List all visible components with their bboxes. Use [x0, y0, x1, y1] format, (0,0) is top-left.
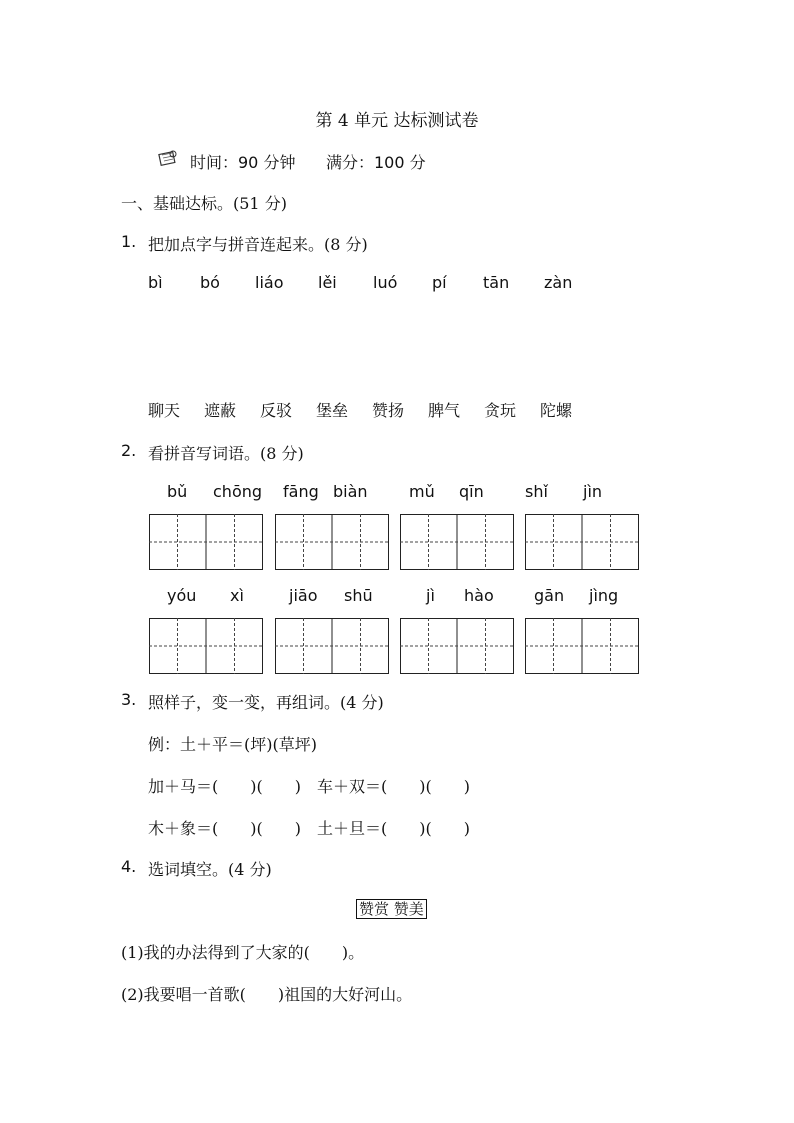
q2-r2-pinyin: shū [344, 586, 373, 605]
q3-line[interactable]: 木＋象＝( )( ) 土＋旦＝( )( ) [148, 819, 470, 838]
time-label: 时间：90 分钟 [190, 153, 296, 172]
writing-grid[interactable] [149, 514, 263, 570]
q1-word-0: 聊天 [148, 401, 181, 420]
q2-r2-pinyin: gān [534, 586, 565, 605]
writing-grid[interactable] [400, 618, 514, 674]
q1-word-1: 遮蔽 [204, 401, 237, 420]
q3-prompt: 照样子，变一变，再组词。(4 分) [148, 693, 384, 712]
q2-r1-pinyin: chōng [213, 482, 263, 501]
q1-word-6: 贪玩 [484, 401, 517, 420]
q4-number: 4. [121, 857, 137, 876]
q1-word-7: 陀螺 [540, 401, 573, 420]
q1-pinyin-3: lěi [318, 273, 337, 292]
q2-r1-pinyin: qīn [459, 482, 484, 501]
page-title: 第 4 单元 达标测试卷 [315, 111, 479, 131]
q2-r1-pinyin: shǐ [525, 482, 548, 501]
q1-prompt: 把加点字与拼音连起来。(8 分) [148, 235, 368, 254]
q2-r2-pinyin: hào [464, 586, 494, 605]
q3-line[interactable]: 加＋马＝( )( ) 车＋双＝( )( ) [148, 777, 470, 796]
q3-example: 例：土＋平＝(坪)(草坪) [148, 735, 317, 754]
q2-r2-pinyin: jiāo [289, 586, 318, 605]
q2-r1-pinyin: bǔ [167, 482, 188, 501]
writing-grid[interactable] [275, 514, 389, 570]
writing-grid[interactable] [525, 514, 639, 570]
q4-item[interactable]: (1)我的办法得到了大家的( )。 [121, 943, 365, 962]
q4-prompt: 选词填空。(4 分) [148, 860, 272, 879]
writing-grid[interactable] [275, 618, 389, 674]
q2-r1-pinyin: mǔ [409, 482, 435, 501]
q4-item[interactable]: (2)我要唱一首歌( )祖国的大好河山。 [121, 985, 413, 1004]
q1-pinyin-0: bì [148, 273, 163, 292]
writing-grid[interactable] [400, 514, 514, 570]
q2-r2-pinyin: yóu [167, 586, 197, 605]
q1-pinyin-1: bó [200, 273, 220, 292]
q1-word-4: 赞扬 [372, 401, 405, 420]
q1-pinyin-5: pí [432, 273, 447, 292]
q2-prompt: 看拼音写词语。(8 分) [148, 444, 304, 463]
q1-word-3: 堡垒 [316, 401, 349, 420]
q2-r1-pinyin: jìn [583, 482, 603, 501]
clock-icon [158, 149, 178, 167]
q1-pinyin-7: zàn [544, 273, 573, 292]
q1-number: 1. [121, 232, 137, 251]
q1-word-2: 反驳 [260, 401, 293, 420]
q1-pinyin-4: luó [373, 273, 398, 292]
section-heading: 一、基础达标。(51 分) [121, 194, 287, 213]
q2-r1-pinyin: fāng [283, 482, 319, 501]
writing-grid[interactable] [149, 618, 263, 674]
q1-word-5: 脾气 [428, 401, 461, 420]
q1-pinyin-6: tān [483, 273, 510, 292]
q3-number: 3. [121, 690, 137, 709]
q2-r2-pinyin: xì [230, 586, 244, 605]
q2-r2-pinyin: jìng [589, 586, 619, 605]
q2-r2-pinyin: jì [426, 586, 435, 605]
score-label: 满分：100 分 [326, 153, 426, 172]
q2-number: 2. [121, 441, 137, 460]
q2-r1-pinyin: biàn [333, 482, 368, 501]
q1-pinyin-2: liáo [255, 273, 284, 292]
word-choice-box: 赞赏 赞美 [356, 899, 427, 919]
writing-grid[interactable] [525, 618, 639, 674]
